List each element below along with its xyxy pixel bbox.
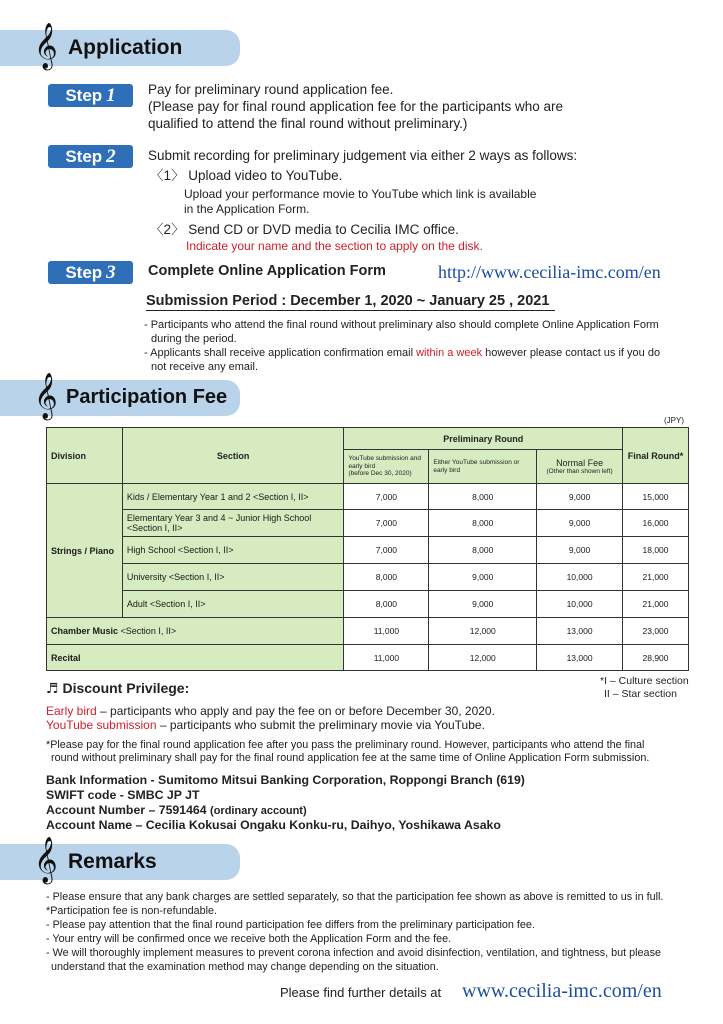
step2-option2-title: 〈2〉 Send CD or DVD media to Cecilia IMC office. [150,222,459,237]
final-fee-cell: 16,000 [623,510,689,537]
submission-period: Submission Period : December 1, 2020 ~ January 25 , 2021 [146,293,555,311]
treble-clef-icon: 𝄞 [34,837,58,883]
preliminary-header: Preliminary Round [344,428,623,450]
step-label: Step [65,147,103,166]
early-bird-line [46,704,495,719]
final-fee-cell: 15,000 [623,484,689,510]
col1-sublabel: (before Dec 30, 2020) [348,470,412,478]
step3-note1b: during the period. [151,333,237,345]
step1-line2: (Please pay for final round application fee for the participants who are [148,99,563,114]
fee-table [46,427,689,671]
section-cell: University <Section I, II> [122,564,344,591]
early-bird-label: Early bird [46,704,97,718]
step1-line1: Pay for preliminary round application fee. [148,82,394,97]
step2-option1-desc2: in the Application Form. [184,202,310,216]
section-cell: High School <Section I, II> [122,537,344,564]
step3-title: Complete Online Application Form [148,263,386,279]
table-row [47,510,689,537]
fee-cell: 7,000 [344,484,429,510]
bank-info: Bank Information - Sumitomo Mitsui Banking Corporation, Roppongi Branch (619) [46,773,525,787]
step-3-badge [48,261,133,284]
normal-fee-header [537,450,623,484]
treble-clef-icon: 𝄞 [34,23,58,69]
fee-cell: 12,000 [429,618,537,645]
fee-cell: 7,000 [344,537,429,564]
fee-cell: 10,000 [537,564,623,591]
section-cell: Kids / Elementary Year 1 and 2 <Section I, II> [122,484,344,510]
step-1-badge [48,84,133,107]
step2-option2-note: Indicate your name and the section to apply on the disk. [186,239,483,253]
fee-title: Participation Fee [66,386,228,408]
fee-cell: 9,000 [537,537,623,564]
fee-cell: 13,000 [537,618,623,645]
table-row [47,564,689,591]
music-note-icon: ♬ [46,681,59,697]
fee-cell: 8,000 [429,484,537,510]
account-number: Account Number – 7591464 [46,803,207,817]
chamber-music-section: <Section I, II> [120,626,177,636]
application-header [0,23,240,69]
step2-option1-desc1: Upload your performance movie to YouTube which link is available [184,187,537,201]
step3-note2a: - Applicants shall receive application confirmation email [144,347,417,359]
fee-cell: 9,000 [429,564,537,591]
discount-note1: *Please pay for the final round application fee after you pass the preliminary round. However, participants who attend the final [46,739,645,751]
step3-note2-highlight: within a week [416,347,483,359]
col3-label: Normal Fee [556,458,604,468]
col3-sublabel: (Other than shown left) [546,468,613,475]
fee-cell: 8,000 [344,591,429,618]
final-round-header: Final Round* [623,428,689,484]
chamber-music-division: Chamber Music [51,626,119,636]
fee-cell: 11,000 [344,618,429,645]
remark-6: understand that the examination method may change depending on the situation. [51,961,439,973]
discount-title-row [46,680,189,698]
footer-text: Please find further details at [280,985,442,1000]
legend-star: II – Star section [604,688,677,700]
discount-title: Discount Privilege: [62,680,190,696]
swift-code: SWIFT code - SMBC JP JT [46,788,200,802]
step-label: Step [65,263,103,282]
fee-cell: 13,000 [537,645,623,671]
remark-1: - Please ensure that any bank charges are settled separately, so that the participation fee shown as above is remitted to us in full. [46,891,664,903]
early-bird-text: – participants who apply and pay the fee on or before December 30, 2020. [96,704,495,718]
table-row [47,645,689,671]
youtube-submission-label: YouTube submission [46,718,157,732]
fee-cell: 7,000 [344,510,429,537]
step3-note2 [144,346,660,360]
recital-division: Recital [47,645,344,671]
fee-cell: 9,000 [537,510,623,537]
fee-cell: 8,000 [429,537,537,564]
discount-note2: round without preliminary shall pay for the final round application fee at the same time of Online Application Form submission. [51,752,650,764]
account-type: (ordinary account) [210,805,307,817]
youtube-earlybird-header [344,450,429,484]
section-header: Section [122,428,344,484]
remarks-title: Remarks [68,850,157,873]
remark-4: - Your entry will be confirmed once we receive both the Application Form and the fee. [46,933,452,945]
fee-cell: 9,000 [429,591,537,618]
division-header: Division [47,428,123,484]
step-number: 3 [106,262,116,283]
step-number: 1 [106,85,116,106]
table-row [47,618,689,645]
remark-5: - We will thoroughly implement measures to prevent corona infection and avoid disinfection, ventilation, and tightness, but please [46,947,661,959]
step2-intro: Submit recording for preliminary judgement via either 2 ways as follows: [148,148,578,163]
table-row [47,537,689,564]
fee-cell: 9,000 [537,484,623,510]
step2-option1-title: 〈1〉 Upload video to YouTube. [150,168,343,183]
footer-link[interactable]: www.cecilia-imc.com/en [462,980,662,1002]
col1-label: YouTube submission and early bird [348,455,421,470]
step-label: Step [65,86,103,105]
application-title: Application [68,36,183,59]
section-cell: Elementary Year 3 and 4 ~ Junior High School <Section I, II> [122,510,344,537]
youtube-submission-line [46,718,485,733]
step3-note2c: not receive any email. [151,361,258,373]
strings-piano-division: Strings / Piano [47,484,123,618]
step-2-badge [48,145,133,168]
final-fee-cell: 21,000 [623,591,689,618]
legend-culture: *I – Culture section [600,675,689,687]
fee-cell: 8,000 [344,564,429,591]
application-form-link[interactable]: http://www.cecilia-imc.com/en [438,262,661,282]
either-header: Either YouTube submission or early bird [429,450,537,484]
table-row [47,591,689,618]
account-name: Account Name – Cecilia Kokusai Ongaku Konku-ru, Daihyo, Yoshikawa Asako [46,818,501,832]
step3-note2b: however please contact us if you do [482,347,661,359]
fee-cell: 11,000 [344,645,429,671]
youtube-submission-text: – participants who submit the preliminary movie via YouTube. [156,718,485,732]
step3-note1a: - Participants who attend the final round without preliminary also should complete Online Application Form [144,319,659,331]
remark-2: *Participation fee is non-refundable. [46,905,218,917]
treble-clef-icon: 𝄞 [34,373,58,419]
fee-header [0,373,240,419]
table-row [47,484,689,510]
fee-cell: 8,000 [429,510,537,537]
chamber-music-cell [47,618,344,645]
step-number: 2 [106,146,116,167]
final-fee-cell: 28,900 [623,645,689,671]
section-cell: Adult <Section I, II> [122,591,344,618]
final-fee-cell: 23,000 [623,618,689,645]
currency-label: (JPY) [664,416,684,425]
remarks-header [0,837,240,883]
remark-3: - Please pay attention that the final round participation fee differs from the preliminary participation fee. [46,919,535,931]
final-fee-cell: 18,000 [623,537,689,564]
fee-cell: 12,000 [429,645,537,671]
fee-cell: 10,000 [537,591,623,618]
final-fee-cell: 21,000 [623,564,689,591]
step1-line3: qualified to attend the final round without preliminary.) [148,116,468,131]
